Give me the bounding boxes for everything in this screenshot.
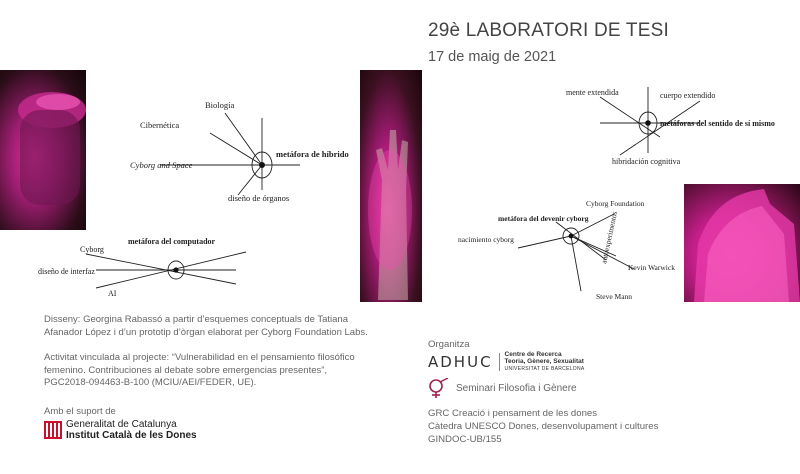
support-label: Amb el suport de bbox=[44, 406, 116, 417]
unesco-line: Càtedra UNESCO Dones, desenvolupament i cultures bbox=[428, 421, 659, 432]
generalitat-logo-block bbox=[44, 419, 197, 441]
design-credit: Disseny: Georgina Rabassó a partir d’esquemes conceptuals de Tatiana Afanador López i d’un prototip d’òrgan elaborat per Cyborg Foundation Labs. bbox=[44, 314, 368, 338]
label-extended-body: cuerpo extendido bbox=[660, 91, 716, 100]
label-kevin-warwick: Kevin Warwick bbox=[628, 263, 675, 272]
label-self-experiments: autoexperimentos bbox=[599, 210, 620, 265]
diagram-self-metaphor bbox=[560, 85, 780, 170]
photo-organ-shape bbox=[684, 184, 800, 302]
label-biologia: Biología bbox=[205, 100, 235, 110]
seminari-name: Seminari Filosofia i Gènere bbox=[456, 382, 577, 394]
adhuc-line2: Teoria, Gènere, Sexualitat bbox=[504, 358, 584, 366]
label-computer-metaphor: metáfora del computador bbox=[128, 237, 216, 246]
adhuc-wordmark: ADHUC bbox=[428, 353, 500, 371]
institut-name: Institut Català de les Dones bbox=[66, 430, 197, 441]
adhuc-line3: UNIVERSITAT DE BARCELONA bbox=[504, 365, 585, 372]
label-becoming-cyborg: metáfora del devenir cyborg bbox=[498, 214, 589, 223]
label-extended-mind: mente extendida bbox=[566, 88, 619, 97]
label-organ-design: diseño de órganos bbox=[228, 193, 290, 203]
grc-line: GRC Creació i pensament de les dones bbox=[428, 408, 598, 419]
generalitat-emblem-icon bbox=[44, 421, 62, 439]
label-hybrid-metaphor: metáfora de híbrido bbox=[276, 149, 349, 159]
label-cyborg-foundation: Cyborg Foundation bbox=[586, 199, 645, 208]
diagram-becoming-cyborg-metaphor bbox=[456, 196, 686, 301]
diagram-computer-metaphor bbox=[36, 238, 266, 298]
label-steve-mann: Steve Mann bbox=[596, 292, 633, 301]
label-cibernetica: Cibernética bbox=[140, 120, 180, 130]
adhuc-logo-block bbox=[428, 350, 688, 374]
photo-head-shape bbox=[0, 70, 86, 230]
seminari-emblem-icon bbox=[428, 378, 450, 398]
label-cyborg-birth: nacimiento cyborg bbox=[458, 235, 514, 244]
label-self-metaphor: metáforas del sentido de sí mismo bbox=[660, 119, 775, 128]
generalitat-name: Generalitat de Catalunya bbox=[66, 419, 177, 430]
label-cognitive-hybridization: hibridación cognitiva bbox=[612, 157, 681, 166]
organizers-label: Organitza bbox=[428, 339, 470, 350]
project-credit: Activitat vinculada al projecte: “Vulnerabilidad en el pensamiento filosófico femenino. Contribuciones al debate sobre emergencias presentes”, PGC2018-094463-B-100 (MCIU/AEI/FEDER, UE). bbox=[44, 352, 355, 388]
adhuc-line1: Centre de Recerca bbox=[504, 350, 562, 358]
label-cyborg: Cyborg bbox=[80, 245, 104, 254]
event-date: 17 de maig de 2021 bbox=[428, 49, 557, 65]
label-interface-design: diseño de interfaz bbox=[38, 267, 95, 276]
label-cyborg-space: Cyborg and Space bbox=[130, 160, 193, 170]
label-ai: AI bbox=[108, 289, 117, 298]
seminari-logo-block bbox=[428, 378, 577, 398]
page-title: 29è LABORATORI DE TESI bbox=[428, 20, 669, 41]
photo-magenta-organ bbox=[684, 184, 800, 302]
diagram-hybrid-metaphor bbox=[110, 95, 370, 215]
gindoc-line: GINDOC-UB/155 bbox=[428, 434, 502, 445]
photo-magenta-head bbox=[0, 70, 86, 230]
